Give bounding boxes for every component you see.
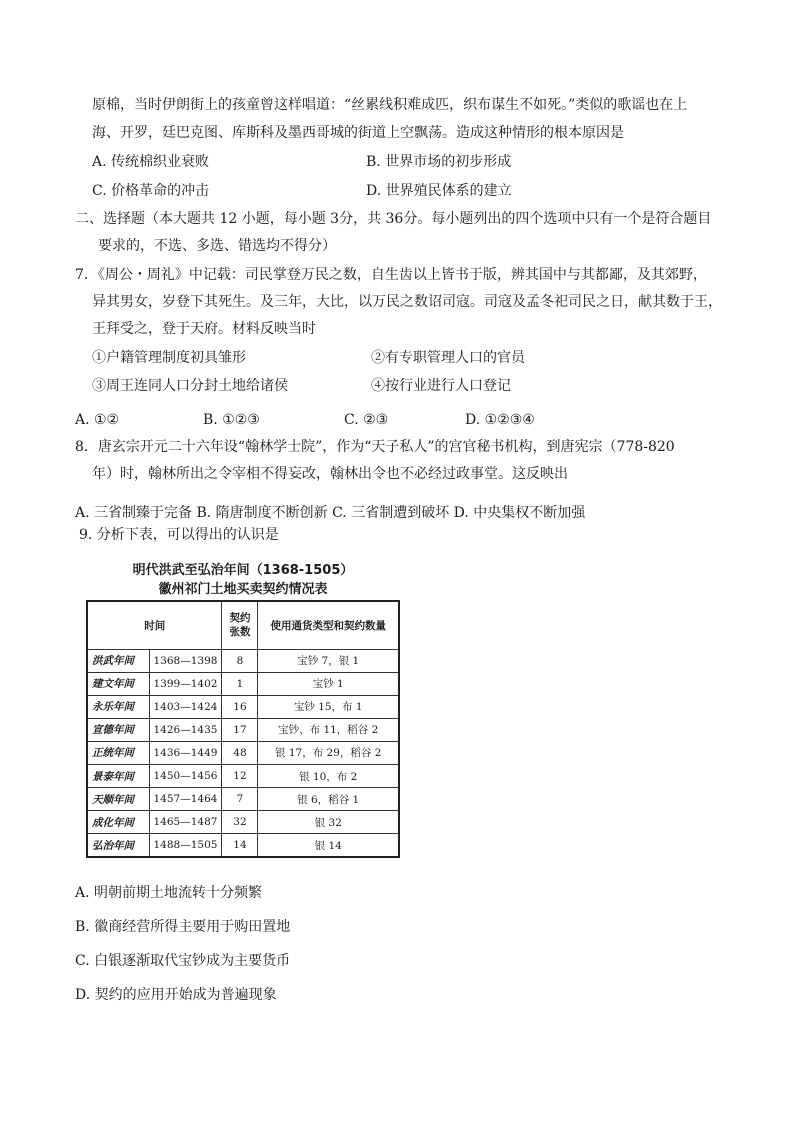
row-currency: 宝钞 15，布 1: [258, 695, 399, 718]
row-count: 48: [222, 741, 258, 764]
row-era: 建文年间: [87, 672, 149, 695]
row-count: 1: [222, 672, 258, 695]
q7-option-d: D. ①②③④: [465, 412, 535, 428]
q6-option-c: C. 价格革命的冲击: [92, 183, 210, 199]
row-era: 景泰年间: [87, 765, 149, 788]
table-row: [87, 718, 399, 741]
row-years: 1450—1456: [149, 765, 222, 788]
q9-option-b: B. 徽商经营所得主要用于购田置地: [75, 919, 291, 935]
row-era: 弘治年间: [87, 834, 149, 857]
q8-options: A. 三省制臻于完备 B. 隋唐制度不断创新 C. 三省制遭到破坏 D. 中央集权不断加强: [75, 505, 586, 521]
q7-item-2: ②有专职管理人口的官员: [371, 350, 525, 366]
table-row: [87, 649, 399, 672]
row-years: 1465—1487: [149, 811, 222, 834]
row-currency: 宝钞、布 11，稻谷 2: [258, 718, 399, 741]
q6-stem-line-1: 原棉，当时伊朗街上的孩童曾这样唱道：“丝累线积难成匹，织布谋生不如死。”类似的歌谣也在上: [92, 97, 688, 113]
q7-item-1: ①户籍管理制度初具雏形: [92, 350, 246, 366]
q6-stem-line-2: 海、开罗，廷巴克图、库斯科及墨西哥城的街道上空飘荡。造成这种情形的根本原因是: [92, 125, 624, 141]
q7-option-a: A. ①②: [75, 412, 120, 428]
table-row: [87, 672, 399, 695]
q6-option-b: B. 世界市场的初步形成: [366, 154, 512, 170]
row-years: 1457—1464: [149, 788, 222, 811]
q7-option-c: C. ②③: [344, 412, 389, 428]
row-count: 17: [222, 718, 258, 741]
row-currency: 银 32: [258, 811, 399, 834]
row-era: 天顺年间: [87, 788, 149, 811]
row-era: 永乐年间: [87, 695, 149, 718]
section-heading-line-1: 二、选择题（本大题共 12 小题，每小题 3分，共 36分。每小题列出的四个选项中只有一个是符合题目: [75, 211, 712, 227]
row-count: 7: [222, 788, 258, 811]
table-row: [87, 695, 399, 718]
row-years: 1399—1402: [149, 672, 222, 695]
row-count: 16: [222, 695, 258, 718]
q9-option-c: C. 白银逐渐取代宝钞成为主要货币: [75, 953, 291, 969]
q6-option-d: D. 世界殖民体系的建立: [366, 183, 512, 199]
row-years: 1368—1398: [149, 649, 222, 672]
q9-stem: 9. 分析下表，可以得出的认识是: [79, 527, 279, 543]
table-row: [87, 811, 399, 834]
table-header-row: [87, 601, 399, 649]
table-title-line-2: 徽州祁门土地买卖契约情况表: [158, 582, 328, 597]
row-currency: 宝钞 7，银 1: [258, 649, 399, 672]
header-time: 时间: [87, 601, 222, 649]
row-count: 14: [222, 834, 258, 857]
q7-option-b: B. ①②③: [203, 412, 260, 428]
q6-option-a: A. 传统棉织业衰败: [92, 154, 210, 170]
q9-option-a: A. 明朝前期土地流转十分频繁: [75, 885, 263, 901]
land-deed-table: [86, 600, 400, 858]
row-currency: 银 10，布 2: [258, 765, 399, 788]
row-count: 12: [222, 765, 258, 788]
row-years: 1488—1505: [149, 834, 222, 857]
table-row: [87, 788, 399, 811]
row-currency: 银 17，布 29，稻谷 2: [258, 741, 399, 764]
q7-item-4: ④按行业进行人口登记: [371, 378, 511, 394]
q7-stem-line-1: 7．《周公・周礼》中记载：司民掌登万民之数，自生齿以上皆书于版，辨其国中与其都鄙，及其郊野，: [75, 267, 707, 283]
row-currency: 宝钞 1: [258, 672, 399, 695]
section-heading-line-2: 要求的，不选、多选、错选均不得分）: [98, 238, 336, 254]
row-years: 1426—1435: [149, 718, 222, 741]
row-currency: 银 14: [258, 834, 399, 857]
table-row: [87, 765, 399, 788]
header-currency: 使用通货类型和契约数量: [258, 601, 399, 649]
row-era: 宣德年间: [87, 718, 149, 741]
row-count: 32: [222, 811, 258, 834]
row-years: 1403—1424: [149, 695, 222, 718]
row-currency: 银 6，稻谷 1: [258, 788, 399, 811]
row-era: 正统年间: [87, 741, 149, 764]
table-row: [87, 741, 399, 764]
q8-stem-line-2: 年）时，翰林所出之令宰相不得妄改，翰林出令也不必经过政事堂。这反映出: [92, 466, 568, 482]
q9-option-d: D. 契约的应用开始成为普遍现象: [75, 987, 277, 1003]
q7-item-3: ③周王连同人口分封土地给诸侯: [92, 378, 288, 394]
q7-stem-line-3: 王拜受之，登于天府。材料反映当时: [92, 321, 316, 337]
row-years: 1436—1449: [149, 741, 222, 764]
row-era: 洪武年间: [87, 649, 149, 672]
table-title-line-1: 明代洪武至弘治年间（1368-1505）: [132, 563, 354, 578]
row-era: 成化年间: [87, 811, 149, 834]
table-row: [87, 834, 399, 857]
q8-stem-line-1: 8．唐玄宗开元二十六年设“翰林学士院”，作为“天子私人”的宫官秘书机构，到唐宪宗（778-820: [75, 439, 675, 455]
row-count: 8: [222, 649, 258, 672]
q7-stem-line-2: 异其男女，岁登下其死生。及三年，大比，以万民之数诏司寇。司寇及孟冬祀司民之日，献其数于王，: [92, 294, 722, 310]
header-deed-count: 契约张数: [222, 601, 258, 649]
